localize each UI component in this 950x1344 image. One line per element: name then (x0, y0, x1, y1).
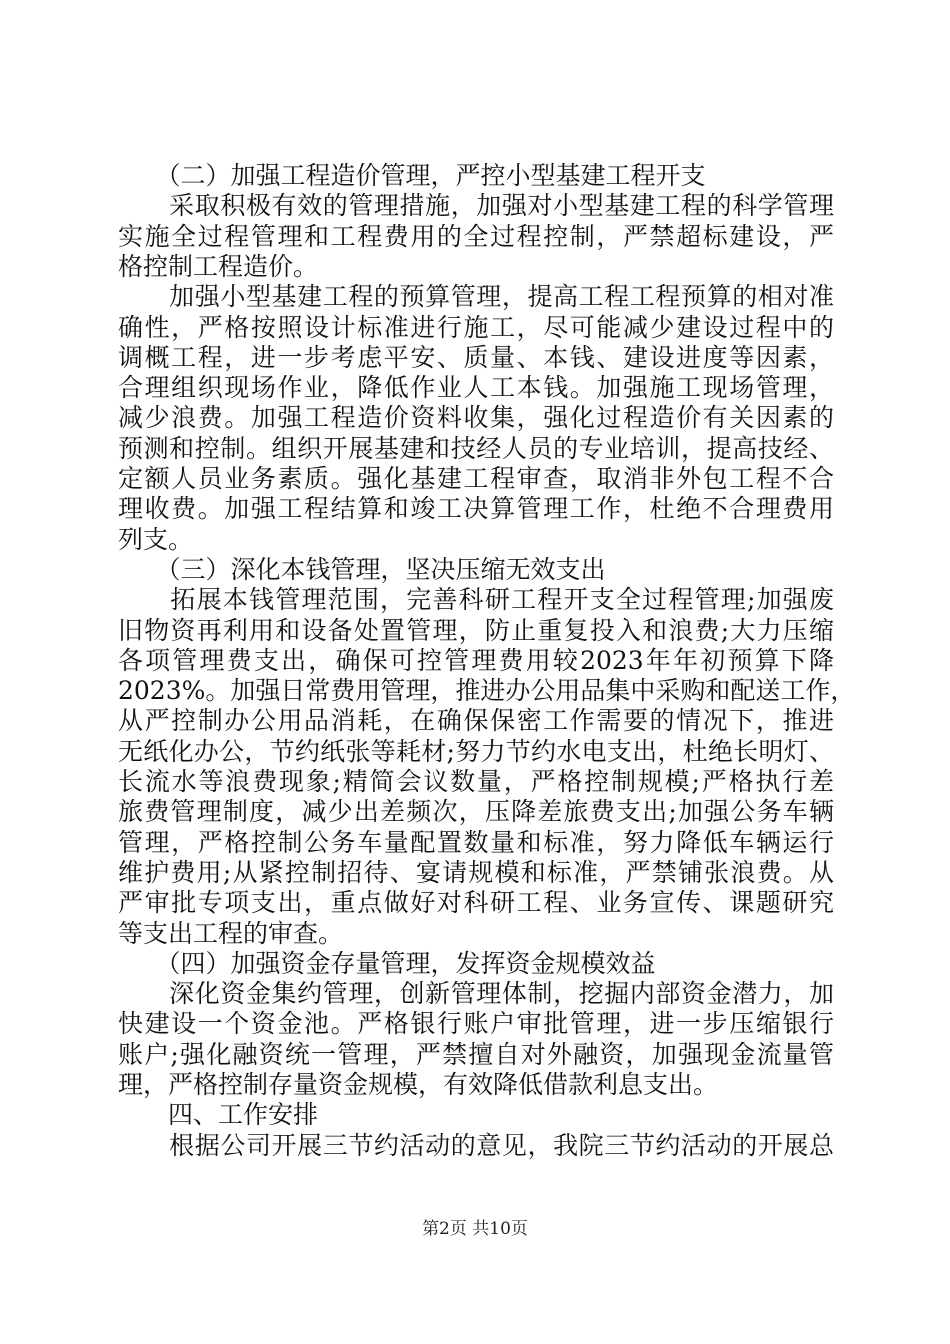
text-line: 采取积极有效的管理措施，加强对小型基建工程的科学管理 (118, 191, 834, 221)
text-line: 2023%。加强日常费用管理，推进办公用品集中采购和配送工作， (118, 676, 856, 706)
text-line: 减少浪费。加强工程造价资料收集，强化过程造价有关因素的 (118, 403, 834, 433)
text-line: （四）加强资金存量管理，发挥资金规模效益 (118, 948, 656, 978)
text-line: 账户;强化融资统一管理，严禁擅自对外融资，加强现金流量管 (118, 1039, 834, 1069)
text-line: 深化资金集约管理，创新管理体制，挖掘内部资金潜力，加 (118, 979, 834, 1009)
text-line: 无纸化办公，节约纸张等耗材;努力节约水电支出，杜绝长明灯、 (118, 736, 834, 766)
text-line: 合理组织现场作业，降低作业人工本钱。加强施工现场管理， (118, 373, 834, 403)
text-line: 严审批专项支出，重点做好对科研工程、业务宣传、课题研究 (118, 888, 834, 918)
text-line: 理，严格控制存量资金规模，有效降低借款利息支出。 (118, 1070, 719, 1099)
text-line: 拓展本钱管理范围，完善科研工程开支全过程管理;加强废 (118, 585, 834, 615)
text-line: 加强小型基建工程的预算管理，提高工程工程预算的相对准 (118, 282, 834, 312)
text-line: 定额人员业务素质。强化基建工程审查，取消非外包工程不合 (118, 464, 834, 493)
text-line: 根据公司开展三节约活动的意见，我院三节约活动的开展总 (118, 1130, 834, 1160)
text-line: 管理，严格控制公务车量配置数量和标准，努力降低车辆运行 (118, 827, 834, 857)
text-line: 长流水等浪费现象;精简会议数量，严格控制规模;严格执行差 (118, 767, 834, 796)
page-footer: 第2页 共10页 (422, 1219, 528, 1239)
text-line: 理收费。加强工程结算和竣工决算管理工作，杜绝不合理费用 (118, 494, 834, 524)
text-line: 各项管理费支出，确保可控管理费用较2023年年初预算下降 (118, 645, 834, 675)
text-line: 格控制工程造价。 (118, 251, 319, 281)
text-line: （二）加强工程造价管理，严控小型基建工程开支 (118, 161, 706, 190)
text-line: 旅费管理制度，减少出差频次，压降差旅费支出;加强公务车辆 (118, 797, 834, 827)
text-line: 确性，严格按照设计标准进行施工，尽可能减少建设过程中的 (118, 312, 834, 342)
text-line: 预测和控制。组织开展基建和技经人员的专业培训，提高技经、 (118, 433, 834, 463)
text-line: 等支出工程的审查。 (118, 918, 344, 948)
text-line: （三）深化本钱管理，坚决压缩无效支出 (118, 554, 606, 584)
text-line: 旧物资再利用和设备处置管理，防止重复投入和浪费;大力压缩 (118, 615, 834, 645)
text-line: 调概工程，进一步考虑平安、质量、本钱、建设进度等因素， (118, 342, 834, 372)
text-line: 从严控制办公用品消耗，在确保保密工作需要的情况下，推进 (118, 706, 834, 736)
text-line: 四、工作安排 (118, 1100, 319, 1130)
text-line: 列支。 (118, 524, 194, 554)
text-line: 维护费用;从紧控制招待、宴请规模和标准，严禁铺张浪费。从 (118, 857, 834, 887)
text-line: 实施全过程管理和工程费用的全过程控制，严禁超标建设，严 (118, 221, 834, 251)
text-line: 快建设一个资金池。严格银行账户审批管理，进一步压缩银行 (118, 1009, 834, 1039)
